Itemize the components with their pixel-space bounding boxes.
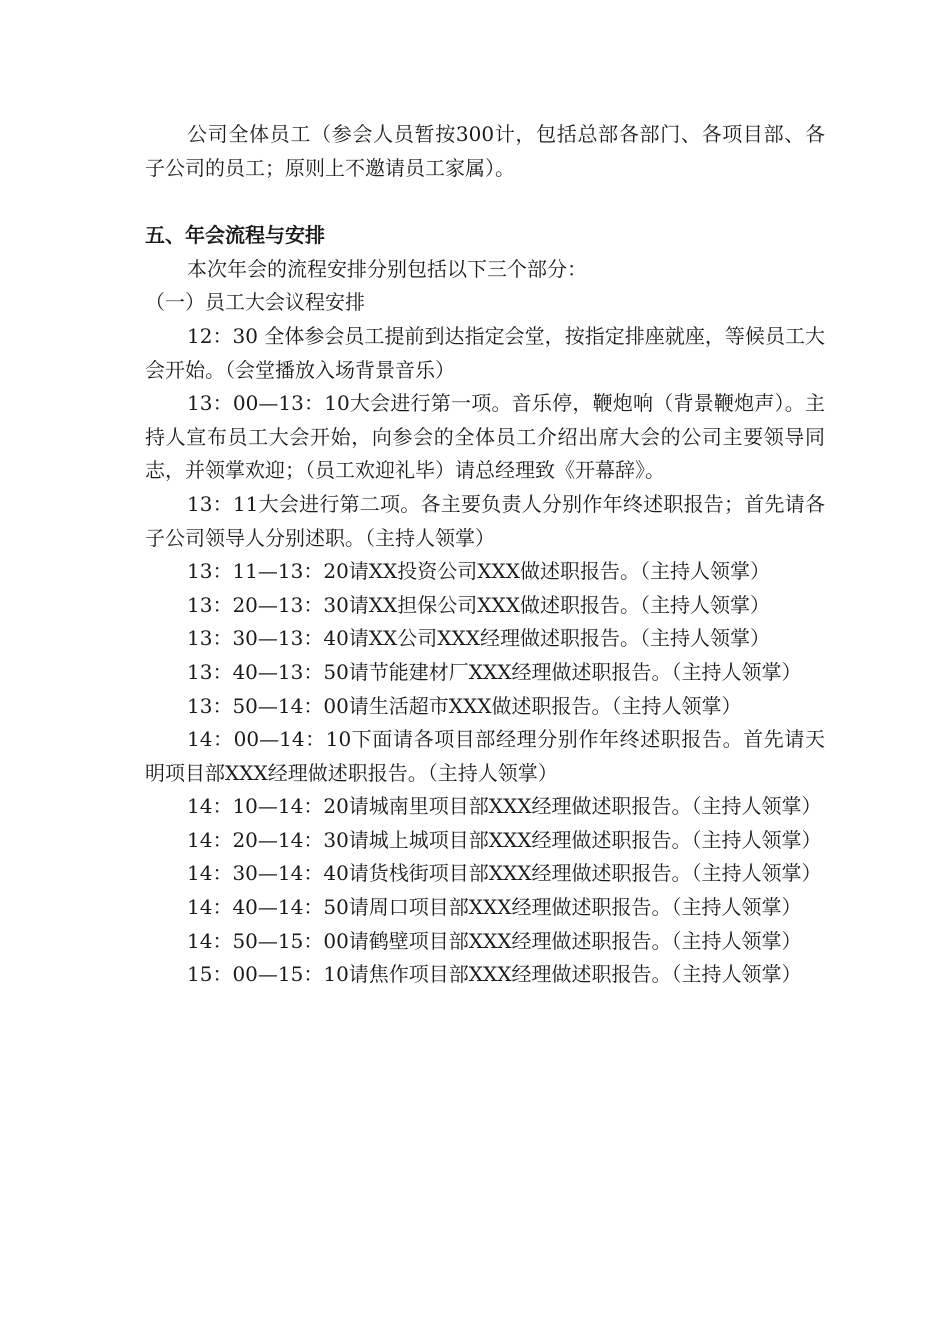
agenda-item: 14：30—14：40请货栈街项目部XXX经理做述职报告。（主持人领掌） (187, 861, 822, 886)
section-heading: 五、年会流程与安排 (145, 223, 325, 248)
section-intro: 本次年会的流程安排分别包括以下三个部分： (187, 256, 587, 281)
agenda-item: 13：11大会进行第二项。各主要负责人分别作年终述职报告；首先请各子公司领导人分别述职。（主持人领掌） (145, 491, 825, 550)
agenda-item: 14：20—14：30请城上城项目部XXX经理做述职报告。（主持人领掌） (187, 827, 822, 852)
intro-paragraph: 公司全体员工（参会人员暂按300计，包括总部各部门、各项目部、各子公司的员工；原则上不邀请员工家属）。 (145, 122, 825, 180)
agenda-item: 13：30—13：40请XX公司XXX经理做述职报告。（主持人领掌） (187, 626, 770, 651)
agenda-item: 14：00—14：10下面请各项目部经理分别作年终述职报告。首先请天明项目部XXX经理做述职报告。（主持人领掌） (145, 727, 825, 785)
agenda-item: 13：00—13：10大会进行第一项。音乐停，鞭炮响（背景鞭炮声）。主持人宣布员工大会开始，向参会的全体员工介绍出席大会的公司主要领导同志，并领掌欢迎；（员工欢迎礼毕）请总经理致《开幕辞》。 (145, 391, 825, 483)
agenda-item: 13：50—14：00请生活超市XXX做述职报告。（主持人领掌） (187, 693, 742, 718)
agenda-item: 12：30 全体参会员工提前到达指定会堂，按指定排座就座，等候员工大会开始。（会堂播放入场背景音乐） (145, 323, 825, 382)
agenda-item: 13：11—13：20请XX投资公司XXX做述职报告。（主持人领掌） (187, 559, 770, 584)
document-body (145, 118, 825, 992)
agenda-item: 13：40—13：50请节能建材厂XXX经理做述职报告。（主持人领掌） (187, 659, 802, 684)
subsection-heading: （一）员工大会议程安排 (145, 290, 365, 315)
agenda-item: 14：10—14：20请城南里项目部XXX经理做述职报告。（主持人领掌） (187, 794, 822, 819)
agenda-item: 14：40—14：50请周口项目部XXX经理做述职报告。（主持人领掌） (187, 895, 802, 920)
agenda-item: 14：50—15：00请鹤壁项目部XXX经理做述职报告。（主持人领掌） (187, 928, 802, 953)
agenda-item: 13：20—13：30请XX担保公司XXX做述职报告。（主持人领掌） (187, 592, 770, 617)
agenda-item: 15：00—15：10请焦作项目部XXX经理做述职报告。（主持人领掌） (187, 962, 802, 987)
